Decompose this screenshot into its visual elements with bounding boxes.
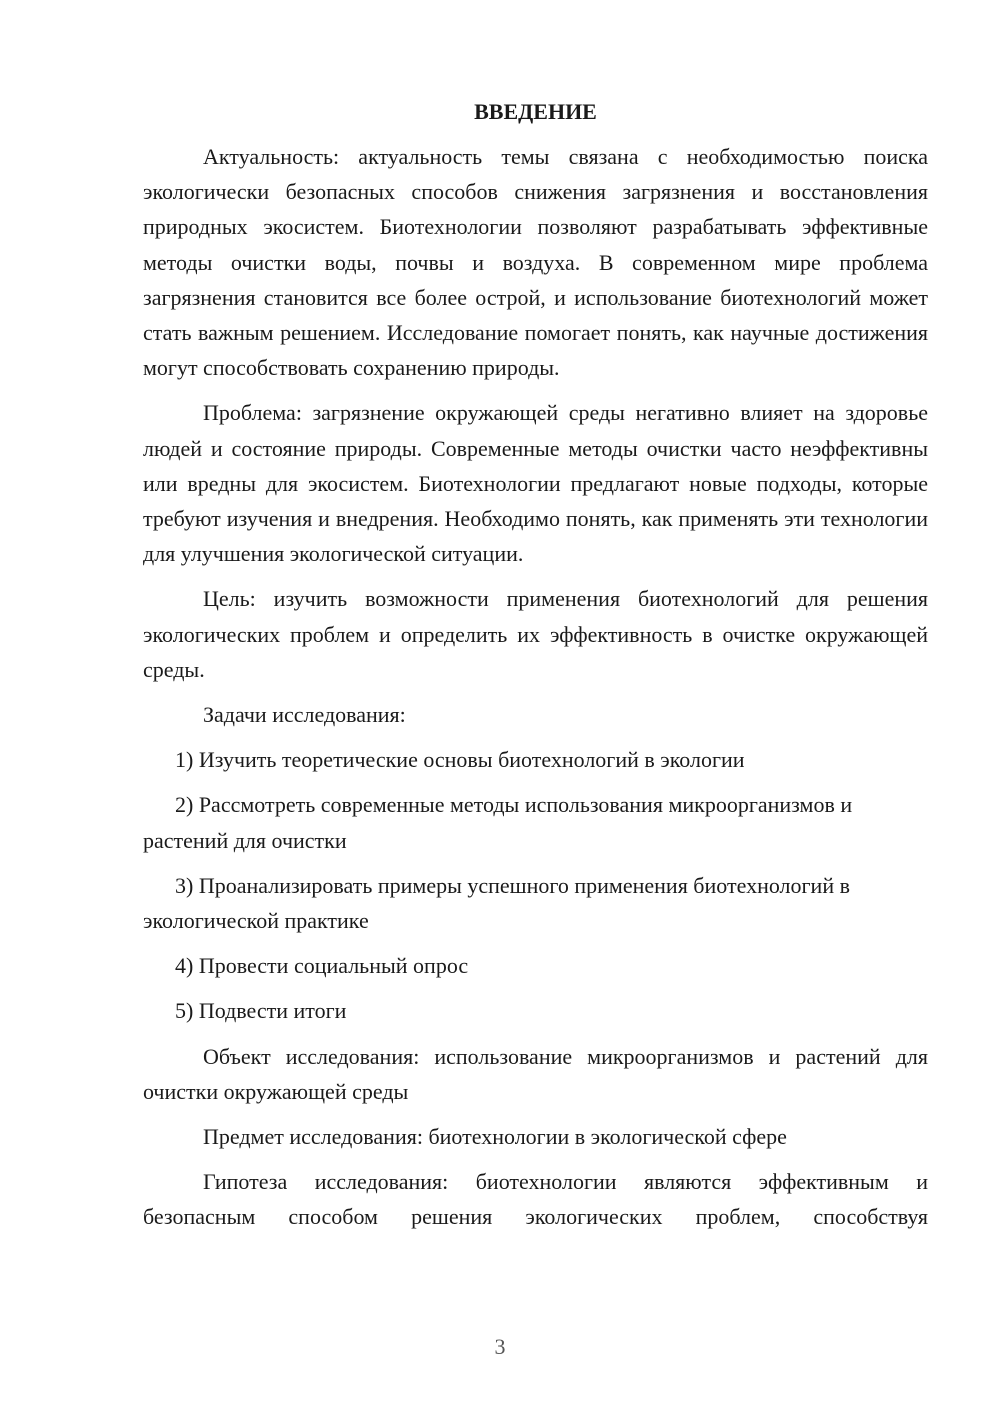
relevance-paragraph: Актуальность: актуальность темы связана с необходимостью поиска экологически безопасных способов снижения загрязнения и восстановления природных экосистем. Биотехнологии позволяют разрабатывать эффективные методы очистки воды, почвы и воздуха. В современном мире проблема загрязнения становится все более острой, и использование биотехнологий может стать важным решением. Исследование помогает понять, как научные достижения могут способствовать сохранению природы. [143,144,928,381]
list-item: 5) Подвести итоги [175,998,347,1024]
list-item: 2) Рассмотреть современные методы использования микроорганизмов и растений для очистки [143,792,853,853]
list-item: 1) Изучить теоретические основы биотехнологий в экологии [175,747,745,773]
problem-paragraph: Проблема: загрязнение окружающей среды негативно влияет на здоровье людей и состояние природы. Современные методы очистки часто неэффективны или вредны для экосистем. Биотехнологии предлагают новые подходы, которые требуют изучения и внедрения. Необходимо понять, как применять эти технологии для улучшения экологической ситуации. [143,400,928,567]
page-number: 3 [494,1334,506,1359]
subject-paragraph: Предмет исследования: биотехнологии в экологической сфере [203,1124,787,1150]
tasks-list [143,742,928,1028]
hypothesis-paragraph: Гипотеза исследования: биотехнологии являются эффективным и безопасным способом решения экологических проблем, способствуя [143,1169,928,1230]
list-item: 3) Проанализировать примеры успешного применения биотехнологий в экологической практике [143,872,850,934]
document-page [143,94,928,1235]
goal-paragraph: Цель: изучить возможности применения биотехнологий для решения экологических проблем и определить их эффективность в очистке окружающей среды. [143,586,928,682]
page-title: ВВЕДЕНИЕ [474,99,597,124]
list-item: 4) Провести социальный опрос [175,953,469,979]
tasks-heading: Задачи исследования: [203,702,406,728]
object-paragraph: Объект исследования: использование микроорганизмов и растений для очистки окружающей среды [143,1043,928,1104]
